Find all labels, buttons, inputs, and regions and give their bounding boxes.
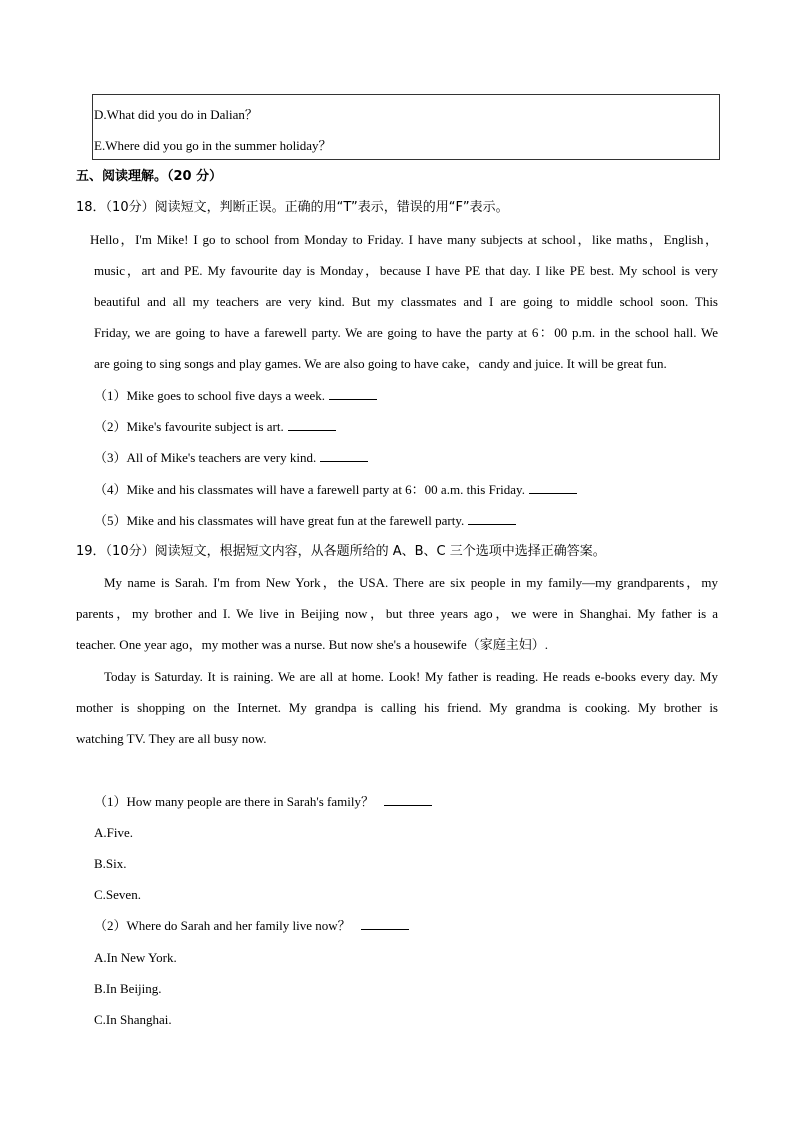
- q19-q2-option-c[interactable]: C.In Shanghai.: [94, 1012, 172, 1027]
- q18-item-3: （3）All of Mike's teachers are very kind.: [94, 449, 368, 467]
- answer-blank[interactable]: [320, 449, 368, 462]
- answer-blank[interactable]: [384, 793, 432, 806]
- q19-q2-option-b[interactable]: B.In Beijing.: [94, 981, 162, 996]
- q19-question-2: （2）Where do Sarah and her family live now？: [94, 917, 409, 935]
- q18-item-1: （1）Mike goes to school five days a week.: [94, 387, 377, 405]
- q19-passage-line: My name is Sarah. I'm from New York，the USA. There are six people in my family—my grandparents，my: [104, 575, 718, 590]
- q18-item-4: （4）Mike and his classmates will have a farewell party at 6：00 a.m. this Friday.: [94, 481, 577, 499]
- q19-instruction: 19．（10分）阅读短文，根据短文内容，从各题所给的 A、B、C 三个选项中选择正确答案。: [76, 544, 606, 559]
- q18-passage-line: Hello，I'm Mike! I go to school from Monday to Friday. I have many subjects at school，like maths，English，: [90, 232, 718, 247]
- q19-q1-option-a[interactable]: A.Five.: [94, 825, 133, 840]
- q18-item-2: （2）Mike's favourite subject is art.: [94, 418, 336, 436]
- answer-blank[interactable]: [468, 512, 516, 525]
- q19-passage-line: Today is Saturday. It is raining. We are all at home. Look! My father is reading. He reads e-books every day. My: [104, 669, 718, 684]
- answer-blank[interactable]: [288, 418, 336, 431]
- q18-instruction: 18．（10分）阅读短文，判断正误。正确的用“T”表示，错误的用“F”表示。: [76, 200, 509, 215]
- q18-passage-line: Friday, we are going to have a farewell party. We are going to have the party at 6：00 p.m. in the school hall. We: [94, 325, 718, 340]
- answer-blank[interactable]: [329, 387, 377, 400]
- answer-blank[interactable]: [529, 481, 577, 494]
- q18-passage-line: music，art and PE. My favourite day is Monday，because I have PE that day. I like PE best. My school is very: [94, 263, 718, 278]
- option-d: D.What did you do in Dalian？: [94, 107, 258, 122]
- q18-item-5: （5）Mike and his classmates will have great fun at the farewell party.: [94, 512, 516, 530]
- q19-q1-option-c[interactable]: C.Seven.: [94, 887, 141, 902]
- q19-q2-option-a[interactable]: A.In New York.: [94, 950, 177, 965]
- q19-q1-option-b[interactable]: B.Six.: [94, 856, 127, 871]
- q18-passage-line: beautiful and all my teachers are very kind. But my classmates and I are going to middle school soon. This: [94, 294, 718, 309]
- q19-question-1: （1）How many people are there in Sarah's family？: [94, 793, 432, 811]
- q19-passage-line: parents，my brother and I. We live in Beijing now，but three years ago，we were in Shanghai. My father is a: [76, 606, 718, 621]
- q18-passage-line: are going to sing songs and play games. We are also going to have cake，candy and juice. It will be great fun.: [94, 356, 667, 371]
- option-e: E.Where did you go in the summer holiday？: [94, 138, 332, 153]
- q19-passage-line: teacher. One year ago，my mother was a nurse. But now she's a housewife（家庭主妇）.: [76, 637, 549, 652]
- section-heading: 五、阅读理解。（20 分）: [76, 169, 223, 184]
- q19-passage-line: mother is shopping on the Internet. My grandpa is calling his friend. My grandma is cooking. My brother is: [76, 700, 718, 715]
- answer-blank[interactable]: [361, 917, 409, 930]
- options-box: [92, 94, 720, 160]
- q19-passage-line: watching TV. They are all busy now.: [76, 731, 267, 746]
